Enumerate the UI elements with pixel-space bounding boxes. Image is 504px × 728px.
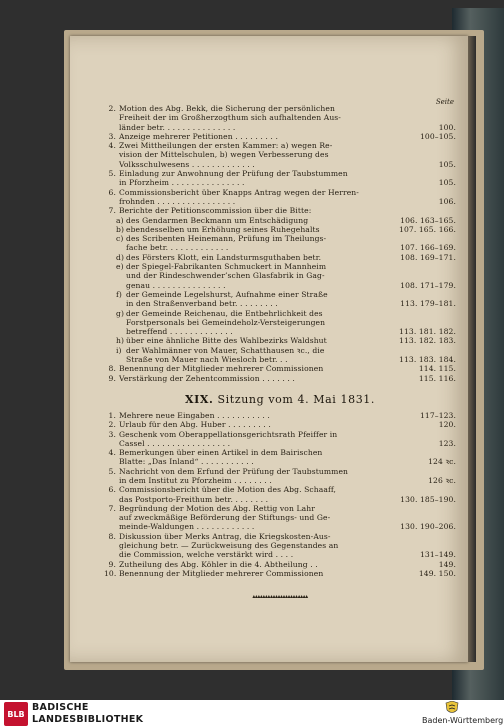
entry-text: der Gemeinde Reichenau, die Entbehrlichkeit des [126,308,323,318]
page-reference: 124 ꝛc. [428,457,456,467]
page-reference: 113. 179–181. [400,299,456,309]
entry-letter: a) [116,215,124,225]
list-item [104,485,456,504]
entry-body [119,560,456,569]
page-reference: 149. 150. [418,568,456,578]
entry-line [126,309,456,318]
entry-text: in den Straßenverband betr. . . . . . . . . [126,299,278,309]
entry-text: Mehrere neue Eingaben . . . . . . . . . . . [119,410,270,420]
entry-text: gleichung betr. — Zurückweisung des Gegenstandes an [119,541,339,551]
page-reference: 106. 163–165. [400,215,456,225]
entry-body [119,169,456,188]
entry-line [119,411,456,420]
entry-line [119,467,456,476]
entry-text: meinde-Waldungen . . . . . . . . . . . . [119,522,255,532]
table-of-contents [104,104,456,602]
entry-line [126,327,456,336]
entry-body [119,104,456,132]
entry-line [126,216,456,225]
entry-number: 3. [108,131,116,141]
entry-line [119,448,456,457]
entry-text: das Postporto-Freithum betr. . . . . . . . [119,494,269,504]
entry-number: 5. [108,466,116,476]
list-item [104,364,456,373]
entry-text: des Försters Klott, ein Landsturmsguthaben betr. [126,252,322,262]
entry-line [119,169,456,178]
page-reference: 149. [438,559,456,569]
entry-line [119,560,456,569]
page-column-label: Seite [435,98,454,106]
entries-top [104,104,456,216]
entry-line [126,281,456,290]
entry-line [119,113,456,122]
entry-number: 2. [108,104,116,113]
entry-text: Anzeige mehrerer Petitionen . . . . . . . . . [119,131,278,141]
session-title: Sitzung vom 4. Mai 1831. [217,392,376,406]
entry-line [119,364,456,373]
page-reference: 108. 171–179. [400,280,456,290]
entry-text: der Spiegel-Fabrikanten Schmuckert in Mannheim [126,262,327,272]
entry-number: 1. [108,410,116,420]
entry-line [126,262,456,271]
sub-list-item [116,336,456,345]
entry-line [119,206,456,215]
entry-line [119,141,456,150]
page-reference: 105. [438,178,456,188]
entry-letter: g) [116,308,125,318]
entry-letter: h) [116,336,125,346]
sub-list-item [116,309,456,337]
entry-line [126,355,456,364]
entry-body [126,225,456,234]
blb-logo[interactable]: BLB [4,702,28,726]
entry-line [126,290,456,299]
entry-number: 4. [108,141,116,151]
entry-body [126,336,456,345]
entry-number: 8. [108,531,116,541]
library-name-line1: BADISCHE [32,702,89,713]
state-label: Baden-Württemberg [422,716,504,725]
page-reference: 117–123. [420,410,456,420]
entry-number: 7. [108,503,116,513]
session-heading [104,393,456,407]
entry-text: Einladung zur Anwohnung der Prüfung der Taubstummen [119,169,348,179]
entry-body [119,467,456,486]
page-reference: 115. 116. [418,373,456,383]
list-item [104,132,456,141]
page-reference: 120. [438,420,456,430]
entry-body [126,309,456,337]
page-reference: 126 ꝛc. [428,475,456,485]
entry-number: 6. [108,485,116,495]
library-name[interactable] [32,702,143,725]
entry-text: länder betr. . . . . . . . . . . . . . . [119,122,236,132]
entry-text: Nachricht von dem Erfund der Prüfung der Taubstummen [119,466,349,476]
entry-body [119,532,456,560]
entry-line [119,532,456,541]
entry-text: Straße von Mauer nach Wiesloch betr. . . [126,355,288,365]
entry-line [119,104,456,113]
entry-number: 2. [108,420,116,430]
entry-line [119,188,456,197]
entry-line [126,243,456,252]
list-item [104,569,456,578]
entry-body [126,262,456,290]
page-edge-shadow [468,36,476,662]
entry-body [126,346,456,365]
entry-body [119,132,456,141]
entry-text: Diskussion über Merks Antrag, die Kriegskosten-Aus- [119,531,331,541]
entry-text: über eine ähnliche Bitte des Wahlbezirks Waldshut [126,336,327,346]
entry-text: Zwei Mittheilungen der ersten Kammer: a) wegen Re- [119,141,333,151]
entry-text: Forstpersonals bei Gemeindeholz-Versteigerungen [126,317,326,327]
state-crest-icon [444,701,460,715]
list-item [104,560,456,569]
entry-line [119,550,456,559]
entry-text: vision der Mittelschulen, b) wegen Verbesserung des [119,150,329,160]
page-reference: 100. [438,122,456,132]
entry-number: 6. [108,187,116,197]
entry-letter: c) [116,234,124,244]
entry-line [126,318,456,327]
list-item [104,206,456,215]
list-item [104,188,456,207]
entry-line [119,541,456,550]
entry-number: 9. [108,559,116,569]
list-item [104,448,456,467]
entry-letter: e) [116,262,124,272]
entry-text: die Commission, welche verstärkt wird . . . . [119,550,294,560]
entry-number: 5. [108,169,116,179]
entry-line [119,513,456,522]
entry-text: Zutheilung des Abg. Köhler in die 4. Abtheilung . . [119,559,318,569]
page-reference: 130. 190–206. [400,522,456,532]
list-item [104,104,456,132]
entry-body [119,504,456,532]
entry-line [119,160,456,169]
entry-body [119,411,456,420]
entry-number: 4. [108,448,116,458]
sub-list-item [116,346,456,365]
page-reference: 131–149. [420,550,456,560]
entry-text: Benennung der Mitglieder mehrerer Commissionen [119,568,324,578]
entry-line [126,271,456,280]
page-reference: 114. 115. [418,364,456,374]
sub-list-item [116,290,456,309]
entry-text: Commissionsbericht über Knapps Antrag wegen der Herren- [119,187,359,197]
library-name-line2: LANDESBIBLIOTHEK [32,713,144,725]
page-reference: 113. 183. 184. [399,355,456,365]
page-reference: 106. [438,196,456,206]
sub-list-item [116,225,456,234]
list-item [104,532,456,560]
entry-number: 8. [108,364,116,374]
entry-text: Commissionsbericht über die Motion des Abg. Schaaff, [119,485,337,495]
entry-line [119,132,456,141]
entry-number: 7. [108,206,116,216]
entry-body [119,430,456,449]
entry-line [119,457,456,466]
entry-line [119,569,456,578]
sub-list-item [116,262,456,290]
entry-text: fache betr. . . . . . . . . . . . . [126,243,229,253]
entry-line [119,504,456,513]
entry-body [119,364,456,373]
entry-body [126,290,456,309]
entry-line [126,336,456,345]
entry-line [119,420,456,429]
entry-text: der Gemeinde Legelshurst, Aufnahme einer Straße [126,289,328,299]
list-item [104,411,456,420]
entry-letter: b) [116,224,125,234]
entry-body [119,485,456,504]
entry-body [119,569,456,578]
entry-text: in Pforzheim . . . . . . . . . . . . . . . [119,178,245,188]
entry-letter: f) [116,289,122,299]
entry-body [126,253,456,262]
entry-line [119,150,456,159]
entry-text: frohnden . . . . . . . . . . . . . . . . [119,196,236,206]
entry-number: 3. [108,429,116,439]
entry-line [126,225,456,234]
entry-line [119,178,456,187]
entry-body [119,448,456,467]
entry-text: Cassel . . . . . . . . . . . . . . . . . [119,438,231,448]
entry-text: Begründung der Motion des Abg. Rettig von Lahr [119,503,315,513]
entry-text: Blatte: „Das Inland“ . . . . . . . . . . . [119,457,254,467]
entry-line [119,439,456,448]
entry-line [126,234,456,243]
entry-text: Berichte der Petitionscommission über die Bitte: [119,206,312,216]
entry-text: Bemerkungen über einen Artikel in dem Bairischen [119,448,323,458]
entry-line [126,299,456,308]
entry-body [119,206,456,215]
sub-list-item [116,234,456,253]
entry-text: in dem Institut zu Pforzheim . . . . . . . . [119,475,272,485]
entry-text: Urlaub für den Abg. Huber . . . . . . . . . [119,420,271,430]
entry-body [119,420,456,429]
entry-body [119,188,456,207]
list-item [104,430,456,449]
entry-line [119,522,456,531]
entry-line [119,197,456,206]
entry-line [119,476,456,485]
session-number: XIX. [184,392,214,406]
entry-body [126,216,456,225]
entry-text: Verstärkung der Zehentcommission . . . . . . . [119,373,295,383]
entry-text: Benennung der Mitglieder mehrerer Commissionen [119,364,324,374]
page-reference: 100–105. [420,131,456,141]
entry-text: des Gendarmen Beckmann um Entschädigung [126,215,309,225]
entry-line [126,253,456,262]
entries-mid [104,364,456,383]
ornament-divider: ▴▴▴▴▴▴▴▴▴▴▴▴▴▴▴▴▴▴▴▴▴▴ [252,593,308,601]
list-item [104,467,456,486]
book-page [70,36,468,662]
list-item [104,169,456,188]
entry-text: genau . . . . . . . . . . . . . . . [126,280,226,290]
sub-list-item [116,216,456,225]
entry-text: betreffend . . . . . . . . . . . . . [126,327,233,337]
sub-entries [104,216,456,365]
entry-line [119,495,456,504]
page-reference: 113. 181. 182. [399,327,456,337]
page-reference: 107. 165. 166. [399,224,456,234]
entry-line [126,346,456,355]
entry-letter: i) [116,345,122,355]
entry-body [126,234,456,253]
list-item [104,374,456,383]
entry-body [119,374,456,383]
entry-number: 9. [108,373,116,383]
entry-letter: d) [116,252,125,262]
entry-text: Freiheit der im Großherzogthum sich aufhaltenden Aus- [119,113,341,123]
entry-number: 10. [104,568,117,578]
page-reference: 113. 182. 183. [399,336,456,346]
list-item [104,141,456,169]
list-item [104,420,456,429]
entries-bottom [104,411,456,578]
page-reference: 107. 166–169. [400,243,456,253]
page-reference: 123. [438,438,456,448]
entry-text: Volksschulwesens . . . . . . . . . . . . . [119,159,255,169]
page-reference: 130. 185–190. [400,494,456,504]
entry-line [119,430,456,439]
entry-text: und der Rindeschwender’schen Glasfabrik in Gag- [126,271,325,281]
page-reference: 108. 169–171. [400,252,456,262]
entry-line [119,123,456,132]
entry-text: der Wahlmänner von Mauer, Schatthausen ꝛc., die [126,345,325,355]
list-item [104,504,456,532]
sub-list-item [116,253,456,262]
entry-line [119,485,456,494]
entry-text: auf zweckmäßige Beförderung der Stiftungs- und Ge- [119,513,331,523]
entry-text: des Scribenten Heinemann, Prüfung im Theilungs- [126,234,327,244]
entry-text: Geschenk vom Oberappellationsgerichtsrath Pfeiffer in [119,429,338,439]
entry-text: Motion des Abg. Bekk, die Sicherung der persönlichen [119,104,335,113]
page-reference: 105. [438,159,456,169]
entry-text: ebendesselben um Erhöhung seines Ruhegehalts [126,224,320,234]
entry-line [119,374,456,383]
entry-body [119,141,456,169]
